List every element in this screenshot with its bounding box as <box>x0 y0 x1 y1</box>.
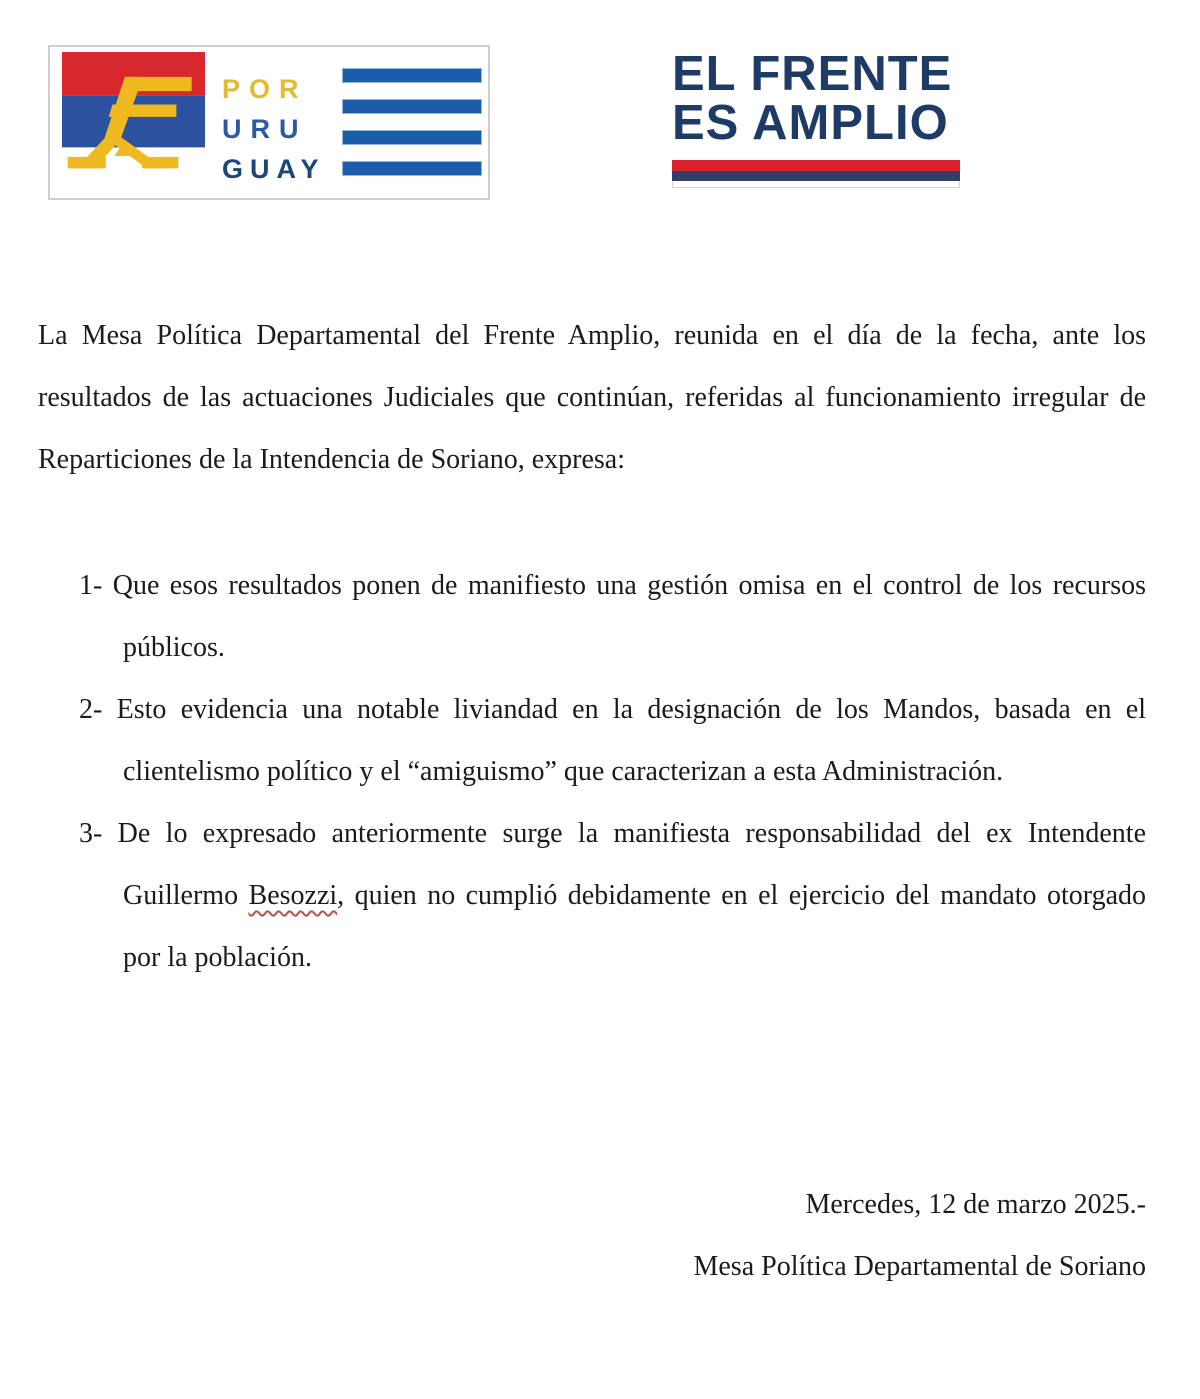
date-line: Mercedes, 12 de marzo 2025.- <box>805 1189 1146 1220</box>
item-text: De lo expresado anteriormente surge la manifiesta responsabilidad del ex Intendente Guillermo <box>117 818 1146 911</box>
flag-stripe <box>342 130 482 145</box>
logo-line-el-frente: EL FRENTE <box>672 47 953 101</box>
logo-word-uru: URU <box>222 114 308 144</box>
logo-wordmark <box>222 69 326 189</box>
statement-body <box>38 305 1146 1298</box>
item-text: Que esos resultados ponen de manifiesto una gestión omisa en el control de los recursos públicos. <box>112 570 1147 663</box>
spellchecked-name: Besozzi <box>248 880 338 911</box>
flag-stripe <box>342 161 482 176</box>
el-frente-es-amplio-logo <box>672 47 960 188</box>
frente-amplio-flag-emblem-icon <box>62 52 205 176</box>
statement-item-1 <box>38 555 1146 679</box>
logo-word-guay: GUAY <box>222 154 326 184</box>
flag-stripe <box>342 99 482 114</box>
statement-list <box>38 555 1146 989</box>
item-number: 2- <box>79 694 103 725</box>
por-uruguay-logo <box>48 45 490 200</box>
item-text: Esto evidencia una notable liviandad en la designación de los Mandos, basada en el clientelismo político y el “amiguismo” que caracterizan a esta Administración. <box>116 694 1146 787</box>
closing-block <box>38 1174 1146 1298</box>
logo-navy-bar <box>672 171 960 181</box>
item-text: , quien no cumplió debidamente en el ejercicio del mandato otorgado por la población. <box>123 880 1146 973</box>
intro-paragraph: La Mesa Política Departamental del Frente Amplio, reunida en el día de la fecha, ante los resultados de las actuaciones Judiciales que continúan, referidas al funcionamiento irregular de Reparticiones de la Intendencia de Soriano, expresa: <box>38 320 1146 475</box>
statement-item-2 <box>38 679 1146 803</box>
logo-word-por: POR <box>222 74 308 104</box>
item-number: 1- <box>79 570 103 601</box>
uruguay-flag-stripes-icon <box>342 68 482 192</box>
statement-item-3 <box>38 803 1146 989</box>
logo-line-es-amplio: ES AMPLIO <box>672 96 949 150</box>
logo-underbox <box>672 181 960 188</box>
item-number: 3- <box>79 818 103 849</box>
logo-red-bar <box>672 160 960 171</box>
signature-line: Mesa Política Departamental de Soriano <box>693 1251 1146 1282</box>
flag-stripe <box>342 68 482 83</box>
